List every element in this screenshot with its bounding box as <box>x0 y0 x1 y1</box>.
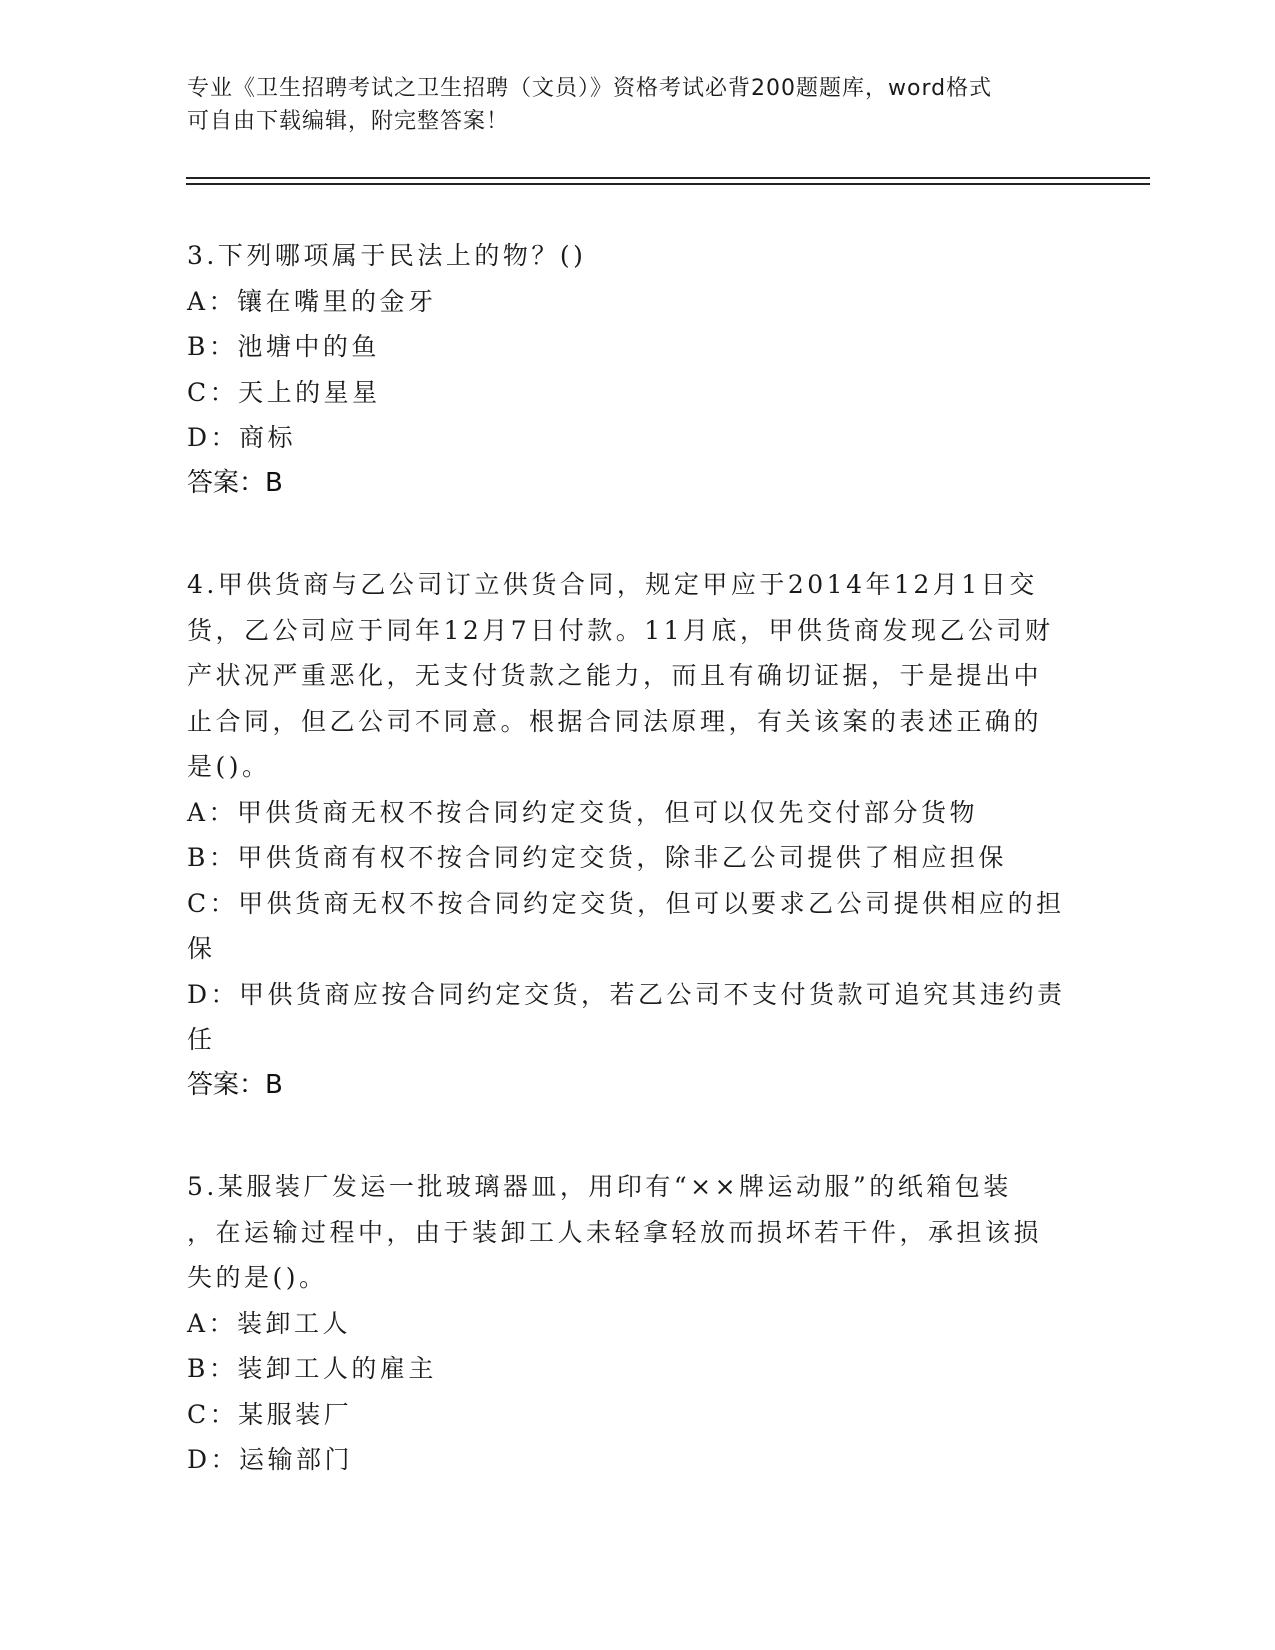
question-text-line: 3.下列哪项属于民法上的物？() <box>187 241 587 270</box>
option-a: A：甲供货商无权不按合同约定交货，但可以仅先交付部分货物 <box>187 797 979 827</box>
question-text-line: 4.甲供货商与乙公司订立供货合同，规定甲应于2014年12月1日交 <box>187 570 1038 599</box>
option-a: A：镶在嘴里的金牙 <box>187 286 437 316</box>
question-5 <box>187 1164 1087 1483</box>
option-b: B：甲供货商有权不按合同约定交货，除非乙公司提供了相应担保 <box>187 843 1007 872</box>
option-c: C：天上的星星 <box>187 377 381 407</box>
question-text-line: 失的是()。 <box>187 1263 328 1292</box>
question-text-line: 是()。 <box>187 752 271 781</box>
option-c: C：甲供货商无权不按合同约定交货，但可以要求乙公司提供相应的担 <box>187 888 1065 918</box>
document-header <box>187 72 1067 138</box>
question-text-line: 5.某服装厂发运一批玻璃器皿，用印有“××牌运动服”的纸箱包装 <box>187 1172 1012 1201</box>
header-divider-top <box>186 177 1150 179</box>
header-line-1: 专业《卫生招聘考试之卫生招聘（文员）》资格考试必背200题题库，word格式 <box>187 76 993 101</box>
answer-line: 答案：B <box>187 467 283 498</box>
header-divider-bottom <box>186 183 1150 185</box>
question-4 <box>187 562 1087 1108</box>
option-a: A：装卸工人 <box>187 1308 352 1338</box>
option-c-continued: 保 <box>187 934 216 963</box>
option-b: B：装卸工人的雇主 <box>187 1354 437 1383</box>
answer-line: 答案：B <box>187 1069 283 1100</box>
option-d: D：甲供货商应按合同约定交货，若乙公司不支付货款可追究其违约责 <box>187 979 1066 1009</box>
question-text-line: ，在运输过程中，由于装卸工人未轻拿轻放而损坏若干件，承担该损 <box>187 1217 1043 1247</box>
option-d-continued: 任 <box>187 1025 216 1054</box>
option-b: B：池塘中的鱼 <box>187 332 380 361</box>
option-c: C：某服装厂 <box>187 1399 353 1429</box>
question-list <box>187 233 1087 1539</box>
question-text-line: 止合同，但乙公司不同意。根据合同法原理，有关该案的表述正确的 <box>187 706 1043 736</box>
header-line-2: 可自由下载编辑，附完整答案！ <box>187 109 510 134</box>
option-d: D：商标 <box>187 423 297 452</box>
option-d: D：运输部门 <box>187 1445 354 1474</box>
question-3 <box>187 233 1087 506</box>
question-text-line: 产状况严重恶化，无支付货款之能力，而且有确切证据，于是提出中 <box>187 661 1043 690</box>
question-text-line: 货，乙公司应于同年12月7日付款。11月底，甲供货商发现乙公司财 <box>187 615 1054 645</box>
